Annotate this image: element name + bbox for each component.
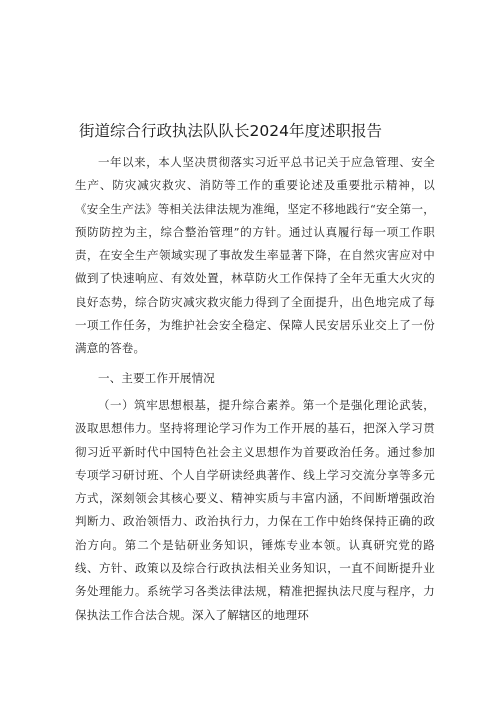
document-body [75, 151, 435, 627]
section-heading: 一、主要工作开展情况 [98, 370, 215, 385]
body-paragraph: （一）筑牢思想根基，提升综合素养。第一个是强化理论武装，汲取思想伟力。坚持将理论学习作为工作开展的基石，把深入学习贯彻习近平新时代中国特色社会主义思想作为首要政治任务。通过参加专项学习研讨班、个人自学研读经典著作、线上学习交流分享等多元方式，深刻领会其核心要义、精神实质与丰富内涵，不间断增强政治判断力、政治领悟力、政治执行力，力保在工作中始终保持正确的政治方向。第二个是钻研业务知识，锤炼专业本领。认真研究党的路线、方针、政策以及综合行政执法相关业务知识，一直不间断提升业务处理能力。系统学习各类法律法规，精准把握执法尺度与程序，力保执法工作合法合规。深入了解辖区的地理环 [75, 397, 435, 622]
document-title: 街道综合行政执法队队长2024年度述职报告 [79, 122, 382, 140]
intro-paragraph: 一年以来，本人坚决贯彻落实习近平总书记关于应急管理、安全生产、防灾减灾救灾、消防等工作的重要论述及重要批示精神，以《安全生产法》等相关法律法规为准绳，坚定不移地践行“安全第一，预防防控为主，综合整治管理”的方针。通过认真履行每一项工作职责，在安全生产领域实现了事故发生率显著下降，在自然灾害应对中做到了快速响应、有效处置，林草防火工作保持了全年无重大火灾的良好态势，综合防灾减灾救灾能力得到了全面提升，出色地完成了每一项工作任务，为维护社会安全稳定、保障人民安居乐业交上了一份满意的答卷。 [75, 155, 435, 356]
